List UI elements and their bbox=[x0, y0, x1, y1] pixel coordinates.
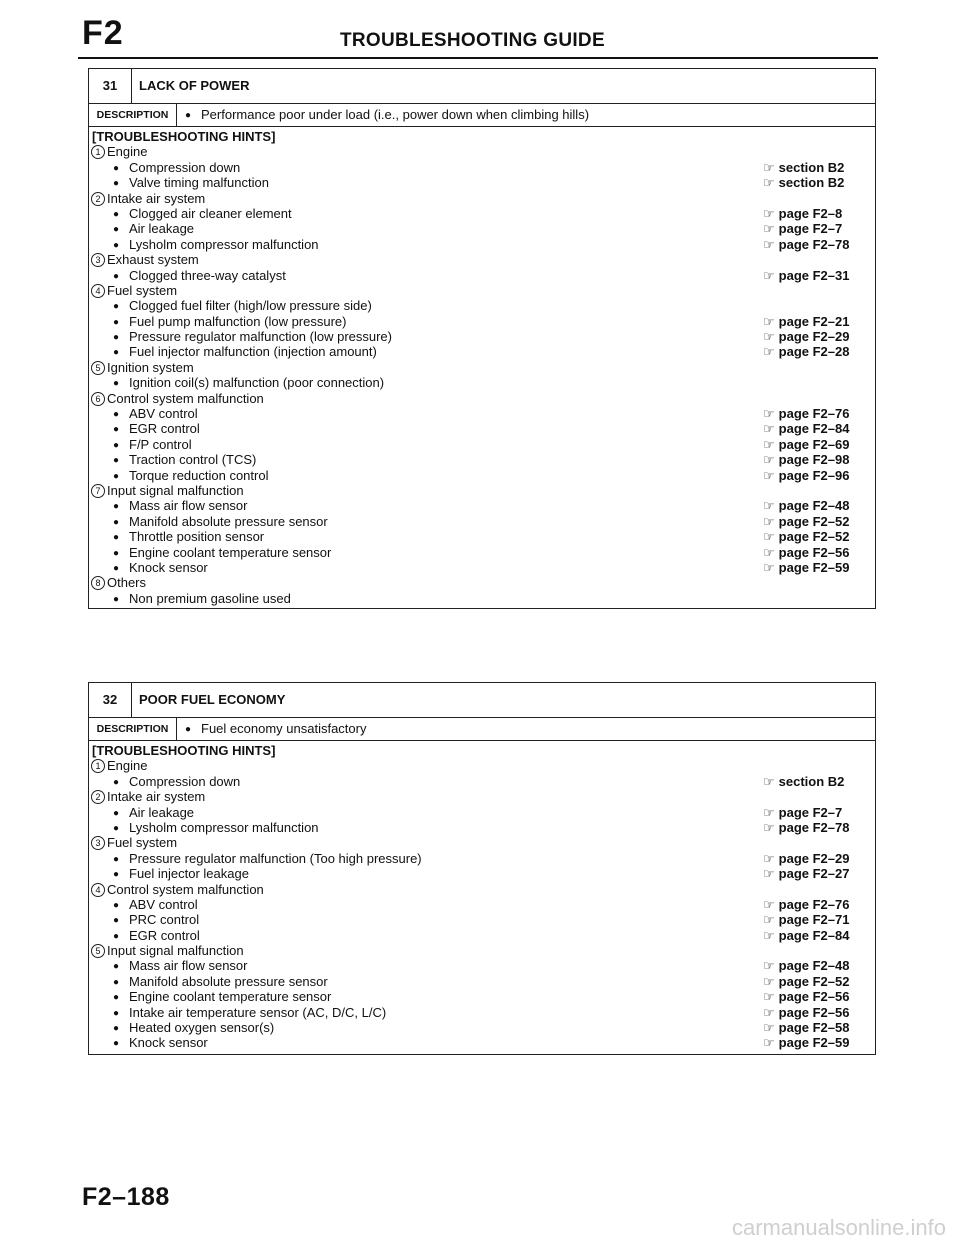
circled-number: 7 bbox=[91, 484, 105, 498]
hint-text: Mass air flow sensor bbox=[129, 498, 248, 514]
hint-category bbox=[91, 144, 875, 159]
pointing-hand-icon: ☞ bbox=[763, 544, 775, 560]
bullet-icon: ● bbox=[113, 593, 120, 605]
bullet-icon: ● bbox=[113, 1007, 120, 1019]
description-label: DESCRIPTION bbox=[89, 104, 177, 126]
hint-category bbox=[91, 252, 875, 267]
hint-text: Air leakage bbox=[129, 804, 195, 820]
hint-item bbox=[91, 928, 875, 943]
hint-item bbox=[91, 268, 875, 283]
page-reference bbox=[763, 897, 849, 912]
circled-number: 2 bbox=[91, 192, 105, 206]
hints-title: [TROUBLESHOOTING HINTS] bbox=[92, 129, 276, 144]
reference-text: page F2–48 bbox=[778, 498, 850, 514]
circled-number: 1 bbox=[91, 145, 105, 159]
description-label: DESCRIPTION bbox=[89, 718, 177, 740]
hint-item bbox=[91, 545, 875, 560]
reference-text: page F2–56 bbox=[778, 989, 850, 1005]
reference-text: page F2–71 bbox=[778, 912, 850, 928]
page-reference bbox=[763, 314, 849, 329]
pointing-hand-icon: ☞ bbox=[763, 498, 775, 514]
hint-item bbox=[91, 805, 875, 820]
category-label: Fuel system bbox=[107, 835, 178, 851]
hint-text: Lysholm compressor malfunction bbox=[129, 236, 319, 252]
category-label: Input signal malfunction bbox=[107, 943, 244, 959]
page-reference bbox=[763, 958, 849, 973]
hint-item bbox=[91, 237, 875, 252]
hint-item bbox=[91, 498, 875, 513]
circled-number: 5 bbox=[91, 361, 105, 375]
bullet-icon: ● bbox=[113, 1038, 120, 1050]
hints-title: [TROUBLESHOOTING HINTS] bbox=[92, 743, 276, 758]
page-reference bbox=[763, 452, 849, 467]
bullet-icon: ● bbox=[113, 501, 120, 513]
bullet-icon: ● bbox=[113, 915, 120, 927]
pointing-hand-icon: ☞ bbox=[763, 175, 775, 191]
hint-text: Ignition coil(s) malfunction (poor connection) bbox=[129, 375, 385, 391]
bullet-icon: ● bbox=[185, 110, 192, 121]
bullet-icon: ● bbox=[113, 961, 120, 973]
hint-text: ABV control bbox=[129, 896, 198, 912]
page-reference bbox=[763, 774, 844, 789]
hint-item bbox=[91, 1020, 875, 1035]
hint-item bbox=[91, 298, 875, 313]
bullet-icon: ● bbox=[113, 239, 120, 251]
hint-item bbox=[91, 1005, 875, 1020]
hint-text: EGR control bbox=[129, 421, 200, 437]
bullet-icon: ● bbox=[113, 516, 120, 528]
bullet-icon: ● bbox=[113, 562, 120, 574]
circled-number: 3 bbox=[91, 253, 105, 267]
page-reference bbox=[763, 514, 849, 529]
hint-item bbox=[91, 160, 875, 175]
pointing-hand-icon: ☞ bbox=[763, 896, 775, 912]
page-reference bbox=[763, 498, 849, 513]
hint-text: Traction control (TCS) bbox=[129, 452, 257, 468]
description-text: ● Fuel economy unsatisfactory bbox=[185, 718, 366, 741]
reference-text: page F2–48 bbox=[778, 958, 850, 974]
category-label: Control system malfunction bbox=[107, 390, 264, 406]
box-title-row bbox=[89, 683, 875, 718]
bullet-icon: ● bbox=[113, 332, 120, 344]
reference-text: page F2–52 bbox=[778, 513, 850, 529]
page-reference bbox=[763, 1020, 849, 1035]
bullet-icon: ● bbox=[113, 439, 120, 451]
page-reference bbox=[763, 175, 844, 190]
pointing-hand-icon: ☞ bbox=[763, 452, 775, 468]
pointing-hand-icon: ☞ bbox=[763, 912, 775, 928]
troubleshooting-hints bbox=[89, 127, 875, 606]
reference-text: page F2–78 bbox=[778, 819, 850, 835]
pointing-hand-icon: ☞ bbox=[763, 559, 775, 575]
hint-item bbox=[91, 468, 875, 483]
page-reference bbox=[763, 820, 849, 835]
bullet-icon: ● bbox=[113, 178, 120, 190]
reference-text: page F2–31 bbox=[778, 267, 850, 283]
page-reference bbox=[763, 421, 849, 436]
circled-number: 6 bbox=[91, 392, 105, 406]
category-label: Intake air system bbox=[107, 190, 206, 206]
pointing-hand-icon: ☞ bbox=[763, 1020, 775, 1036]
hint-item bbox=[91, 314, 875, 329]
pointing-hand-icon: ☞ bbox=[763, 850, 775, 866]
bullet-icon: ● bbox=[113, 301, 120, 313]
page-reference bbox=[763, 529, 849, 544]
bullet-icon: ● bbox=[113, 409, 120, 421]
page-reference bbox=[763, 221, 842, 236]
hint-category bbox=[91, 283, 875, 298]
bullet-icon: ● bbox=[113, 776, 120, 788]
hint-item bbox=[91, 560, 875, 575]
description-text: ● Performance poor under load (i.e., power down when climbing hills) bbox=[185, 104, 589, 127]
pointing-hand-icon: ☞ bbox=[763, 866, 775, 882]
box-title: LACK OF POWER bbox=[139, 78, 250, 93]
circled-number: 4 bbox=[91, 284, 105, 298]
pointing-hand-icon: ☞ bbox=[763, 529, 775, 545]
hint-category bbox=[91, 575, 875, 590]
category-label: Ignition system bbox=[107, 359, 194, 375]
hint-item bbox=[91, 375, 875, 390]
page-reference bbox=[763, 406, 849, 421]
pointing-hand-icon: ☞ bbox=[763, 958, 775, 974]
pointing-hand-icon: ☞ bbox=[763, 1004, 775, 1020]
page-reference bbox=[763, 468, 849, 483]
page-reference bbox=[763, 928, 849, 943]
bullet-icon: ● bbox=[113, 470, 120, 482]
page-reference bbox=[763, 912, 849, 927]
hint-item bbox=[91, 452, 875, 467]
header-rule bbox=[78, 57, 878, 59]
hint-text: Lysholm compressor malfunction bbox=[129, 819, 319, 835]
bullet-icon: ● bbox=[113, 547, 120, 559]
pointing-hand-icon: ☞ bbox=[763, 804, 775, 820]
reference-text: page F2–52 bbox=[778, 529, 850, 545]
bullet-icon: ● bbox=[113, 532, 120, 544]
category-label: Control system malfunction bbox=[107, 881, 264, 897]
circled-number: 2 bbox=[91, 790, 105, 804]
hint-item bbox=[91, 529, 875, 544]
box-number: 32 bbox=[89, 683, 132, 717]
hint-text: Fuel injector leakage bbox=[129, 866, 249, 882]
reference-text: page F2–7 bbox=[778, 804, 843, 820]
pointing-hand-icon: ☞ bbox=[763, 236, 775, 252]
pointing-hand-icon: ☞ bbox=[763, 313, 775, 329]
reference-text: page F2–76 bbox=[778, 406, 850, 422]
page-reference bbox=[763, 989, 849, 1004]
watermark: carmanualsonline.info bbox=[731, 1215, 946, 1240]
pointing-hand-icon: ☞ bbox=[763, 159, 775, 175]
circled-number: 4 bbox=[91, 883, 105, 897]
page-reference bbox=[763, 974, 849, 989]
page-reference bbox=[763, 866, 849, 881]
page-reference bbox=[763, 560, 849, 575]
circled-number: 8 bbox=[91, 576, 105, 590]
bullet-icon: ● bbox=[113, 208, 120, 220]
bullet-icon: ● bbox=[113, 899, 120, 911]
hint-text: Clogged three-way catalyst bbox=[129, 267, 286, 283]
hint-item bbox=[91, 406, 875, 421]
troubleshooting-box-32 bbox=[88, 682, 876, 1055]
pointing-hand-icon: ☞ bbox=[763, 973, 775, 989]
reference-text: page F2–21 bbox=[778, 313, 850, 329]
box-number: 31 bbox=[89, 69, 132, 103]
page-reference bbox=[763, 160, 844, 175]
reference-text: page F2–27 bbox=[778, 866, 850, 882]
description-row bbox=[89, 104, 875, 127]
pointing-hand-icon: ☞ bbox=[763, 406, 775, 422]
hint-category bbox=[91, 191, 875, 206]
reference-text: page F2–84 bbox=[778, 927, 850, 943]
hint-text: Throttle position sensor bbox=[129, 529, 265, 545]
hint-category bbox=[91, 789, 875, 804]
bullet-icon: ● bbox=[113, 455, 120, 467]
page-number: F2–188 bbox=[82, 1183, 170, 1211]
hint-text: Engine coolant temperature sensor bbox=[129, 544, 332, 560]
reference-text: page F2–7 bbox=[778, 221, 843, 237]
reference-text: page F2–29 bbox=[778, 329, 850, 345]
hint-text: Heated oxygen sensor(s) bbox=[129, 1020, 275, 1036]
hint-item bbox=[91, 866, 875, 881]
troubleshooting-hints bbox=[89, 741, 875, 1051]
reference-text: section B2 bbox=[778, 159, 845, 175]
page-reference bbox=[763, 1035, 849, 1050]
hint-text: Compression down bbox=[129, 159, 241, 175]
page-title: TROUBLESHOOTING GUIDE bbox=[340, 30, 605, 51]
pointing-hand-icon: ☞ bbox=[763, 773, 775, 789]
hint-text: Air leakage bbox=[129, 221, 195, 237]
bullet-icon: ● bbox=[113, 270, 120, 282]
reference-text: page F2–59 bbox=[778, 559, 850, 575]
hint-text: F/P control bbox=[129, 436, 192, 452]
bullet-icon: ● bbox=[113, 424, 120, 436]
reference-text: page F2–8 bbox=[778, 205, 843, 221]
hint-item bbox=[91, 206, 875, 221]
hint-category bbox=[91, 835, 875, 850]
pointing-hand-icon: ☞ bbox=[763, 436, 775, 452]
hint-text: Manifold absolute pressure sensor bbox=[129, 973, 328, 989]
hint-item bbox=[91, 851, 875, 866]
hint-item bbox=[91, 591, 875, 606]
category-label: Engine bbox=[107, 144, 148, 160]
hint-text: Intake air temperature sensor (AC, D/C, L/C) bbox=[129, 1004, 387, 1020]
hint-text: Clogged air cleaner element bbox=[129, 205, 292, 221]
pointing-hand-icon: ☞ bbox=[763, 421, 775, 437]
hint-text: Knock sensor bbox=[129, 559, 208, 575]
hint-item bbox=[91, 1035, 875, 1050]
hint-item bbox=[91, 514, 875, 529]
page-reference bbox=[763, 545, 849, 560]
hint-item bbox=[91, 912, 875, 927]
bullet-icon: ● bbox=[113, 976, 120, 988]
reference-text: page F2–56 bbox=[778, 1004, 850, 1020]
reference-text: page F2–69 bbox=[778, 436, 850, 452]
bullet-icon: ● bbox=[113, 224, 120, 236]
circled-number: 1 bbox=[91, 759, 105, 773]
reference-text: page F2–59 bbox=[778, 1035, 850, 1051]
bullet-icon: ● bbox=[113, 807, 120, 819]
reference-text: page F2–84 bbox=[778, 421, 850, 437]
hint-category bbox=[91, 758, 875, 773]
reference-text: page F2–29 bbox=[778, 850, 850, 866]
pointing-hand-icon: ☞ bbox=[763, 927, 775, 943]
pointing-hand-icon: ☞ bbox=[763, 267, 775, 283]
hint-text: Pressure regulator malfunction (low pressure) bbox=[129, 329, 392, 345]
hint-text: Knock sensor bbox=[129, 1035, 208, 1051]
hint-category bbox=[91, 360, 875, 375]
hint-text: Non premium gasoline used bbox=[129, 590, 291, 606]
category-label: Others bbox=[107, 575, 147, 591]
page-reference bbox=[763, 329, 849, 344]
page-reference bbox=[763, 344, 849, 359]
reference-text: page F2–96 bbox=[778, 467, 850, 483]
hint-item bbox=[91, 989, 875, 1004]
page-reference bbox=[763, 237, 849, 252]
hint-text: Compression down bbox=[129, 773, 241, 789]
category-label: Intake air system bbox=[107, 789, 206, 805]
reference-text: page F2–98 bbox=[778, 452, 850, 468]
hint-item bbox=[91, 897, 875, 912]
pointing-hand-icon: ☞ bbox=[763, 1035, 775, 1051]
bullet-icon: ● bbox=[113, 822, 120, 834]
hint-text: Manifold absolute pressure sensor bbox=[129, 513, 328, 529]
hint-item bbox=[91, 820, 875, 835]
hint-text: Fuel pump malfunction (low pressure) bbox=[129, 313, 347, 329]
reference-text: page F2–58 bbox=[778, 1020, 850, 1036]
pointing-hand-icon: ☞ bbox=[763, 989, 775, 1005]
bullet-icon: ● bbox=[113, 162, 120, 174]
bullet-icon: ● bbox=[113, 930, 120, 942]
bullet-icon: ● bbox=[113, 853, 120, 865]
hint-category bbox=[91, 483, 875, 498]
hint-text: PRC control bbox=[129, 912, 200, 928]
bullet-icon: ● bbox=[113, 869, 120, 881]
reference-text: section B2 bbox=[778, 175, 845, 191]
pointing-hand-icon: ☞ bbox=[763, 205, 775, 221]
pointing-hand-icon: ☞ bbox=[763, 819, 775, 835]
pointing-hand-icon: ☞ bbox=[763, 344, 775, 360]
reference-text: page F2–52 bbox=[778, 973, 850, 989]
hint-item bbox=[91, 958, 875, 973]
hint-item bbox=[91, 437, 875, 452]
bullet-icon: ● bbox=[113, 347, 120, 359]
hint-text: EGR control bbox=[129, 927, 200, 943]
reference-text: page F2–78 bbox=[778, 236, 850, 252]
hint-text: Fuel injector malfunction (injection amount) bbox=[129, 344, 377, 360]
hint-text: Valve timing malfunction bbox=[129, 175, 269, 191]
bullet-icon: ● bbox=[113, 316, 120, 328]
page-reference bbox=[763, 437, 849, 452]
pointing-hand-icon: ☞ bbox=[763, 329, 775, 345]
category-label: Fuel system bbox=[107, 282, 178, 298]
hint-item bbox=[91, 175, 875, 190]
hint-item bbox=[91, 974, 875, 989]
box-title: POOR FUEL ECONOMY bbox=[139, 692, 286, 707]
hint-text: Pressure regulator malfunction (Too high pressure) bbox=[129, 850, 422, 866]
category-label: Exhaust system bbox=[107, 252, 199, 268]
hint-item bbox=[91, 774, 875, 789]
category-label: Engine bbox=[107, 758, 148, 774]
page-reference bbox=[763, 268, 849, 283]
circled-number: 3 bbox=[91, 836, 105, 850]
hint-item bbox=[91, 421, 875, 436]
hint-item bbox=[91, 344, 875, 359]
hint-category bbox=[91, 882, 875, 897]
bullet-icon: ● bbox=[185, 724, 192, 735]
reference-text: section B2 bbox=[778, 773, 845, 789]
circled-number: 5 bbox=[91, 944, 105, 958]
section-code: F2 bbox=[82, 14, 124, 52]
hint-item bbox=[91, 221, 875, 236]
description-row bbox=[89, 718, 875, 741]
reference-text: page F2–28 bbox=[778, 344, 850, 360]
box-title-row bbox=[89, 69, 875, 104]
pointing-hand-icon: ☞ bbox=[763, 513, 775, 529]
hint-category bbox=[91, 943, 875, 958]
page-reference bbox=[763, 1005, 849, 1020]
hint-text: Torque reduction control bbox=[129, 467, 269, 483]
page-reference bbox=[763, 851, 849, 866]
hint-text: ABV control bbox=[129, 406, 198, 422]
page-header bbox=[78, 10, 878, 50]
page-reference bbox=[763, 206, 842, 221]
reference-text: page F2–56 bbox=[778, 544, 850, 560]
hint-text: Engine coolant temperature sensor bbox=[129, 989, 332, 1005]
troubleshooting-box-31 bbox=[88, 68, 876, 609]
hint-category bbox=[91, 391, 875, 406]
pointing-hand-icon: ☞ bbox=[763, 221, 775, 237]
page-reference bbox=[763, 805, 842, 820]
category-label: Input signal malfunction bbox=[107, 482, 244, 498]
hint-text: Mass air flow sensor bbox=[129, 958, 248, 974]
pointing-hand-icon: ☞ bbox=[763, 467, 775, 483]
bullet-icon: ● bbox=[113, 1023, 120, 1035]
hint-item bbox=[91, 329, 875, 344]
reference-text: page F2–76 bbox=[778, 896, 850, 912]
hint-text: Clogged fuel filter (high/low pressure side) bbox=[129, 298, 372, 314]
bullet-icon: ● bbox=[113, 378, 120, 390]
bullet-icon: ● bbox=[113, 992, 120, 1004]
